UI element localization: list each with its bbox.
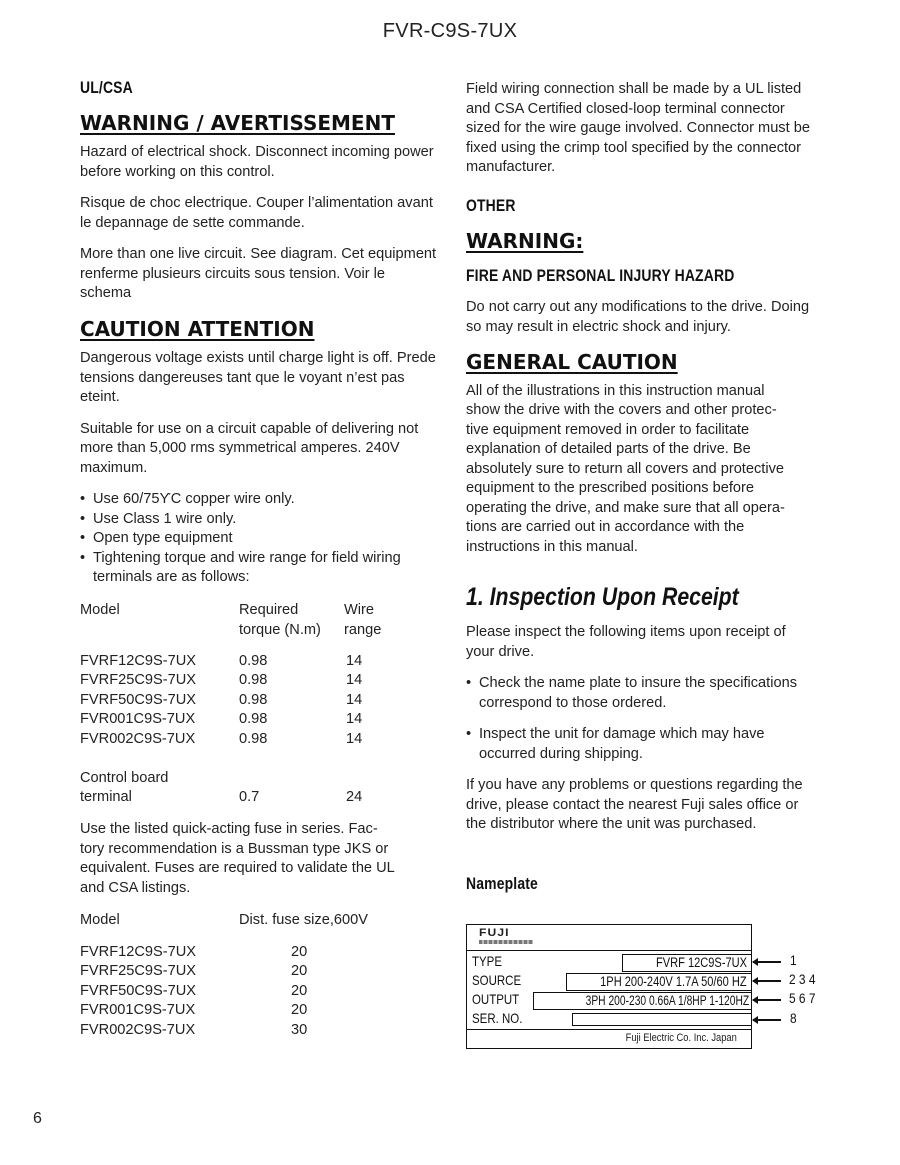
fuse-paragraph-line: and CSA listings. [80,880,191,896]
general-caution-line: tive equipment removed in order to facilitate [466,422,750,438]
fuji-logo-text: FUJI [479,927,510,939]
bullet-item: • Use Class 1 wire only. [80,510,442,530]
nameplate-diagram [466,924,752,1049]
general-caution-line: tions are carried out in accordance with the [466,519,745,535]
inspection-block [466,623,816,835]
warning-paragraph: Risque de choc electrique. Couper l’alimentation avant le depannage de sette commande. [80,195,433,231]
table-cell-torque: 0.98 [239,653,268,669]
nameplate-value-source: 1PH 200-240V 1.7A 50/60 HZ [566,973,752,991]
field-wiring-paragraph: Field wiring connection shall be made by a UL listed and CSA Certified closed-loop terminal connector sized for the wire gauge involved. Connector must be fixed using the crimp tool specified by the connector manufacturer. [466,81,810,175]
general-caution-line: absolutely sure to return all covers and protective [466,461,784,477]
divider [467,1029,751,1030]
fire-hazard-block [466,298,826,337]
field-wiring-block [466,80,816,178]
table-header-model: Model [80,912,120,928]
callout-number: 5 6 7 [789,990,816,1006]
table-cell-wire: 14 [346,653,363,669]
table-header-wire: Wire [344,602,374,618]
table-cell-wire: 14 [346,692,363,708]
nameplate-label-serial: SER. NO. [472,1010,523,1026]
table-cell-torque: 0.98 [239,711,268,727]
nameplate-heading: Nameplate [466,874,538,893]
table-cell-model: FVRF25C9S-7UX [80,963,196,979]
table-cell-fuse: 20 [291,983,308,999]
control-board-torque: 0.7 [239,789,260,805]
bullet-item: • Use 60/75ϒC copper wire only. [80,490,442,510]
other-heading: OTHER [466,196,516,215]
general-caution-line: instructions in this manual. [466,539,638,555]
bullet-item: • Inspect the unit for damage which may have occurred during shipping. [466,725,809,764]
table-header-torque: Required [239,602,299,618]
control-board-wire: 24 [346,789,363,805]
nameplate-label-source: SOURCE [472,972,522,988]
bullet-item: • Check the name plate to insure the specifications correspond to those ordered. [466,674,809,713]
general-caution-line: show the drive with the covers and other protec- [466,402,777,418]
table-cell-model: FVR001C9S-7UX [80,711,196,727]
caution-text-block [80,349,442,588]
table-cell-torque: 0.98 [239,692,268,708]
fuse-paragraph-line: equivalent. Fuses are required to validate the UL [80,860,395,876]
table-cell-fuse: 20 [291,963,308,979]
warning-text-block [80,143,440,304]
general-caution-line: explanation of detailed parts of the drive. Be [466,441,751,457]
table-cell-model: FVR002C9S-7UX [80,731,196,747]
nameplate-label-type: TYPE [472,953,502,969]
table-header-model: Model [80,602,120,618]
fuji-logo-subtext [479,940,533,944]
nameplate-footer: Fuji Electric Co. Inc. Japan [625,1032,737,1044]
table-cell-torque: 0.98 [239,672,268,688]
control-board-label: Control board [80,770,169,786]
table-cell-model: FVR002C9S-7UX [80,1022,196,1038]
nameplate-value-serial [572,1013,752,1026]
table-cell-model: FVRF12C9S-7UX [80,653,196,669]
table-cell-model: FVR001C9S-7UX [80,1002,196,1018]
warning-paragraph: More than one live circuit. See diagram. Cet equipment renferme plusieurs circuits sous tension. Voir le schema [80,246,437,301]
table-cell-fuse: 20 [291,1002,308,1018]
general-caution-heading: GENERAL CAUTION [466,350,678,374]
document-title: FVR-C9S-7UX [382,20,518,42]
caution-paragraph: Suitable for use on a circuit capable of delivering not more than 5,000 rms symmetrical amperes. 240V maximum. [80,420,419,476]
callout-arrow-icon [753,980,781,982]
callout-arrow-icon [753,999,781,1001]
table-cell-wire: 14 [346,672,363,688]
general-caution-line: operating the drive, and make sure that all opera- [466,500,785,516]
callout-number: 1 [790,952,797,968]
warning-heading: WARNING: [466,229,584,253]
fuse-paragraph-line: Use the listed quick-acting fuse in series. Fac- [80,821,378,837]
fuse-paragraph-line: tory recommendation is a Bussman type JKS or [80,841,389,857]
table-cell-fuse: 30 [291,1022,308,1038]
control-board-label: terminal [80,789,132,805]
warning-paragraph: Hazard of electrical shock. Disconnect incoming power before working on this control. [80,144,434,180]
general-caution-line: equipment to the prescribed positions before [466,480,754,496]
contact-paragraph: If you have any problems or questions regarding the drive, please contact the nearest Fuji sales office or the distributor where the unit was purchased. [466,777,803,832]
page-number: 6 [33,1110,42,1127]
caution-attention-heading: CAUTION ATTENTION [80,317,315,341]
table-cell-model: FVRF50C9S-7UX [80,692,196,708]
caution-paragraph: Dangerous voltage exists until charge light is off. Prede tensions dangereuses tant que le voyant n’est pas eteint. [80,350,436,405]
callout-number: 2 3 4 [789,971,816,987]
nameplate-label-output: OUTPUT [472,991,520,1007]
callout-number: 8 [790,1010,797,1026]
table-cell-wire: 14 [346,711,363,727]
table-cell-wire: 14 [346,731,363,747]
divider [467,950,751,951]
table-cell-model: FVRF25C9S-7UX [80,672,196,688]
table-cell-fuse: 20 [291,944,308,960]
callout-arrow-icon [753,1019,781,1021]
table-cell-model: FVRF50C9S-7UX [80,983,196,999]
bullet-item: • Open type equipment [80,529,442,549]
fuji-logo [479,929,535,945]
nameplate-value-type: FVRF 12C9S-7UX [622,954,752,972]
table-cell-torque: 0.98 [239,731,268,747]
inspection-heading: 1. Inspection Upon Receipt [466,583,739,611]
fire-hazard-paragraph: Do not carry out any modifications to the drive. Doing so may result in electric shock and injury. [466,299,810,335]
inspection-paragraph: Please inspect the following items upon receipt of your drive. [466,624,786,660]
callout-arrow-icon [753,961,781,963]
nameplate-value-output: 3PH 200-230 0.66A 1/8HP 1-120HZ [533,992,752,1010]
bullet-item: • Tightening torque and wire range for field wiring terminals are as follows: [80,549,423,588]
warning-avertissement-heading: WARNING / AVERTISSEMENT [80,111,395,135]
general-caution-line: All of the illustrations in this instruction manual [466,383,765,399]
table-cell-model: FVRF12C9S-7UX [80,944,196,960]
table-header-wire: range [344,622,382,638]
ul-csa-heading: UL/CSA [80,78,133,97]
fire-hazard-heading: FIRE AND PERSONAL INJURY HAZARD [466,266,735,285]
table-header-fuse-size: Dist. fuse size,600V [239,912,368,928]
table-header-torque: torque (N.m) [239,622,321,638]
